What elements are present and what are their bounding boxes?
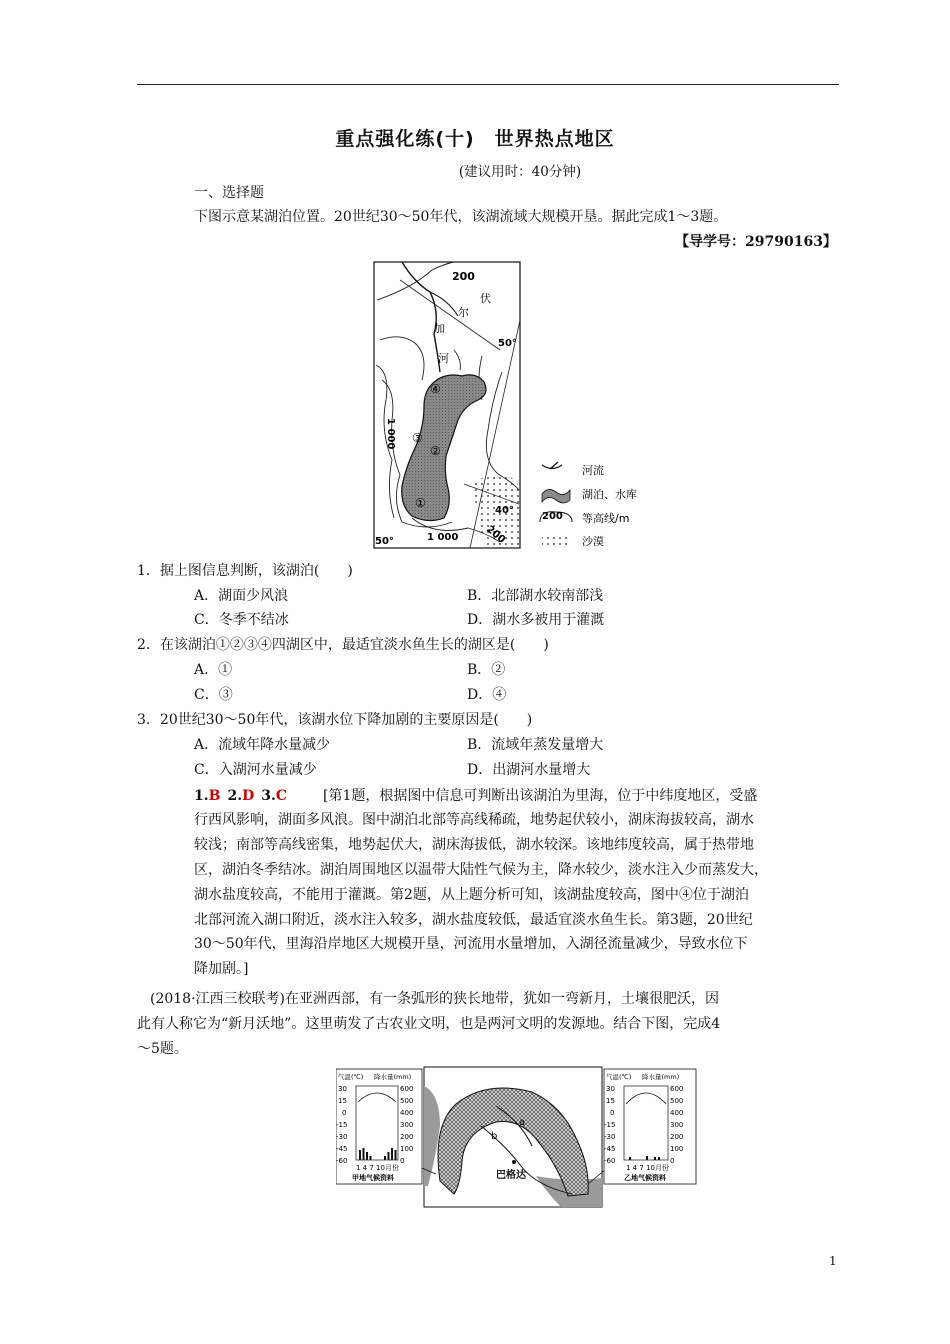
q2-stem: 2．在该湖泊①②③④四湖区中，最适宜淡水鱼生长的湖区是( ) xyxy=(137,637,549,653)
label-zone-3: ③ xyxy=(412,431,423,445)
explanation-line-1: [第1题，根据图中信息可判断出该湖泊为里海，位于中纬度地区，受盛 xyxy=(323,788,758,804)
q1-option-b: B．北部湖水较南部浅 xyxy=(467,588,604,604)
label-b: b xyxy=(491,1131,498,1142)
label-lon40: 40° xyxy=(495,505,514,516)
explanation-line-7: 30～50年代，里海沿岸地区大规模开垦，河流用水量增加，入湖径流量减少，导致水位下 xyxy=(194,936,748,952)
left-t3: -15 xyxy=(336,1121,348,1129)
header-rule xyxy=(137,84,839,85)
legend-contour-value: 200 xyxy=(542,511,563,522)
q1-option-a: A．湖面少风浪 xyxy=(194,588,289,604)
right-precip-label: 降水量(mm) xyxy=(642,1073,680,1081)
right-t5: -45 xyxy=(604,1145,616,1153)
right-t0: 30 xyxy=(606,1085,615,1093)
left-temp-label: 气温(℃) xyxy=(338,1073,364,1081)
left-t0: 30 xyxy=(338,1085,347,1093)
answer-1: B xyxy=(208,788,221,804)
explanation-line-3: 较浅；南部等高线密集，地势起伏大，湖床海拔低，湖水较深。该地纬度较高，属于热带地 xyxy=(194,837,754,853)
explanation-line-4: 区，湖泊冬季结冰。湖泊周围地区以温带大陆性气候为主，降水较少，淡水注入少而蒸发大， xyxy=(194,862,768,878)
q3-stem: 3．20世纪30～50年代，该湖水位下降加剧的主要原因是( ) xyxy=(137,712,533,728)
left-t4: -30 xyxy=(336,1133,348,1141)
fertile-crescent-map xyxy=(336,1066,698,1208)
right-p6: 0 xyxy=(670,1157,675,1165)
q2-option-d: D．④ xyxy=(467,687,507,703)
answer-key xyxy=(194,786,287,806)
left-caption: 甲地气候资料 xyxy=(352,1174,394,1182)
section-heading: 一、选择题 xyxy=(194,185,264,201)
left-p4: 200 xyxy=(400,1133,414,1141)
left-p5: 100 xyxy=(400,1145,414,1153)
section-intro: 下图示意某湖泊位置。20世纪30～50年代，该湖流域大规模开垦。据此完成1～3题。 xyxy=(194,209,728,225)
right-p1: 500 xyxy=(670,1097,684,1105)
q2-option-c: C．③ xyxy=(194,687,233,703)
left-t5: -45 xyxy=(336,1145,348,1153)
q1-option-d: D．湖水多被用于灌溉 xyxy=(467,612,605,628)
right-t2: 0 xyxy=(610,1109,615,1117)
q3-option-d: D．出湖河水量增大 xyxy=(467,762,591,778)
label-zone-2: ② xyxy=(430,444,441,458)
guide-code: 【导学号：29790163】 xyxy=(675,234,837,250)
legend-contour: 等高线/m xyxy=(582,512,630,525)
right-p0: 600 xyxy=(670,1085,684,1093)
answer-num-3: 3. xyxy=(261,788,276,804)
q3-option-c: C．入湖河水量减少 xyxy=(194,762,317,778)
q2-option-b: B．② xyxy=(467,662,506,678)
answer-2: D xyxy=(242,788,255,804)
label-baghdad: 巴格达 xyxy=(496,1170,526,1181)
intro2-line-3: ～5题。 xyxy=(137,1041,188,1057)
left-precip-label: 降水量(mm) xyxy=(374,1073,412,1081)
label-1000-left: 1 000 xyxy=(385,418,396,450)
page-subtitle: (建议用时：40分钟) xyxy=(458,164,582,180)
label-river-3: 加 xyxy=(434,322,445,335)
intro2-line-2: 此有人称它为“新月沃地”。这里萌发了古农业文明，也是两河文明的发源地。结合下图，完成4 xyxy=(137,1016,721,1032)
q3-option-b: B．流域年蒸发量增大 xyxy=(467,737,604,753)
left-t6: -60 xyxy=(336,1157,348,1165)
climate-chart-right xyxy=(604,1069,696,1184)
right-p4: 200 xyxy=(670,1133,684,1141)
label-1000-bottom: 1 000 xyxy=(427,532,459,543)
right-t6: -60 xyxy=(604,1157,616,1165)
legend-lake: 湖泊、水库 xyxy=(582,488,637,501)
label-lon50-bottom: 50° xyxy=(375,536,394,547)
explanation-line-5: 湖水盐度较高，不能用于灌溉。第2题，从上题分析可知，该湖盐度较高，图中④位于湖泊 xyxy=(194,887,749,903)
right-t3: -15 xyxy=(604,1121,616,1129)
label-200-top: 200 xyxy=(452,270,475,283)
left-t1: 15 xyxy=(338,1097,347,1105)
label-river-2: 尔 xyxy=(458,306,469,319)
left-t2: 0 xyxy=(342,1109,347,1117)
right-temp-label: 气温(℃) xyxy=(606,1073,632,1081)
left-p3: 300 xyxy=(400,1121,414,1129)
explanation-line-2: 行西风影响，湖面多风浪。图中湖泊北部等高线稀疏，地势起伏较小，湖床海拔较高，湖水 xyxy=(194,812,754,828)
left-months: 1 4 7 10月份 xyxy=(356,1164,399,1172)
label-lat50-right: 50° xyxy=(498,338,517,349)
intro2-line-1: (2018·江西三校联考)在亚洲西部，有一条弧形的狭长地带，犹如一弯新月，土壤很肥沃，因 xyxy=(150,991,720,1007)
left-p0: 600 xyxy=(400,1085,414,1093)
right-t4: -30 xyxy=(604,1133,616,1141)
right-months: 1 4 7 10月份 xyxy=(626,1164,669,1172)
explanation-line-6: 北部河流入湖口附近，淡水注入较多，湖水盐度较低，最适宜淡水鱼生长。第3题，20世纪 xyxy=(194,912,753,928)
left-p1: 500 xyxy=(400,1097,414,1105)
right-p5: 100 xyxy=(670,1145,684,1153)
right-caption: 乙地气候资料 xyxy=(624,1174,666,1182)
label-river-1: 伏 xyxy=(480,292,491,305)
legend-desert: 沙漠 xyxy=(582,535,604,548)
label-zone-1: ① xyxy=(415,496,426,510)
label-200-bottom: 200 xyxy=(484,523,508,546)
label-river-4: 河 xyxy=(438,352,449,365)
right-t1: 15 xyxy=(606,1097,615,1105)
right-p2: 400 xyxy=(670,1109,684,1117)
answer-num-1: 1. xyxy=(194,788,209,804)
page-title: 重点强化练(十) 世界热点地区 xyxy=(335,128,615,150)
answer-num-2: 2. xyxy=(227,788,243,804)
explanation-line-8: 降加剧。] xyxy=(194,961,249,977)
label-zone-4: ④ xyxy=(430,382,441,396)
right-p3: 300 xyxy=(670,1121,684,1129)
left-p6: 0 xyxy=(400,1157,405,1165)
map-legend xyxy=(540,462,637,548)
q3-option-a: A．流域年降水量减少 xyxy=(194,737,331,753)
legend-river: 河流 xyxy=(582,464,604,477)
label-a: a xyxy=(519,1117,526,1128)
climate-chart-left xyxy=(336,1069,422,1184)
answer-3: C xyxy=(275,788,288,804)
q1-option-c: C．冬季不结冰 xyxy=(194,612,289,628)
lake-map xyxy=(372,260,672,552)
q2-option-a: A．① xyxy=(194,662,233,678)
page-number: 1 xyxy=(829,1254,837,1268)
left-p2: 400 xyxy=(400,1109,414,1117)
q1-stem: 1．据上图信息判断，该湖泊( ) xyxy=(137,563,353,579)
